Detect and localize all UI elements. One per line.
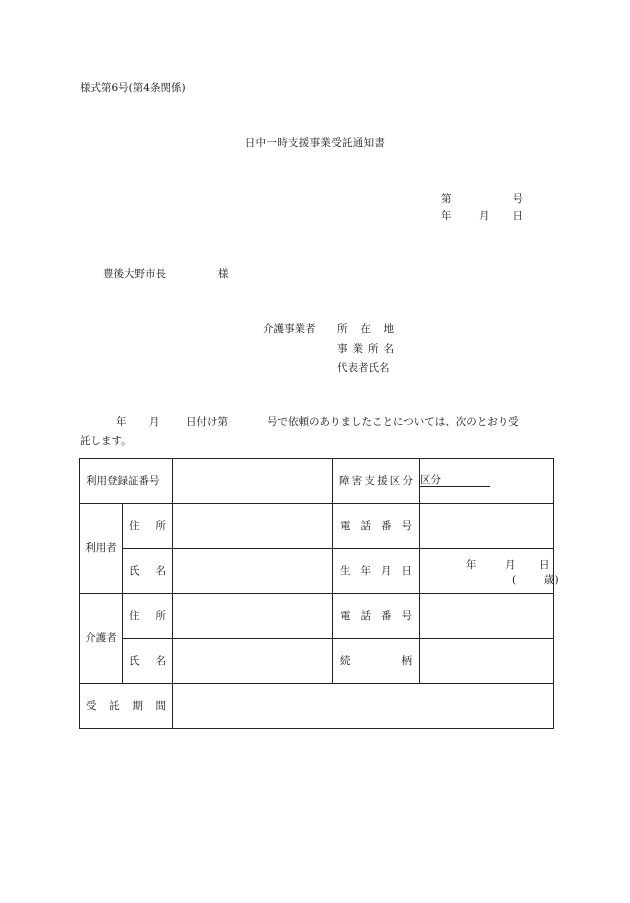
char: 障 <box>339 474 350 487</box>
body-month: 月 <box>149 416 160 428</box>
char: 住 <box>129 609 140 622</box>
birth-month: 月 <box>505 559 516 571</box>
char: 間 <box>155 699 166 712</box>
char: 電 <box>340 609 351 622</box>
caregiver-group-cell <box>80 594 123 684</box>
user-name-label <box>123 566 172 577</box>
user-group-cell <box>80 504 123 594</box>
char: 在 <box>360 323 371 335</box>
char: 氏 <box>129 654 140 667</box>
disability-label-cell <box>333 459 420 504</box>
char: 号 <box>401 519 412 532</box>
char: 年 <box>360 564 371 577</box>
provider-address-label <box>337 324 394 335</box>
user-name-label-cell <box>123 549 173 594</box>
user-name-value-cell[interactable] <box>173 549 333 594</box>
period-value-cell[interactable] <box>173 684 554 729</box>
age-label: 歳) <box>544 574 559 586</box>
char: 所 <box>155 609 166 622</box>
char: 期 <box>132 699 143 712</box>
document-title: 日中一時支援事業受託通知書 <box>244 137 386 149</box>
form-number: 様式第6号(第4条関係) <box>80 82 186 94</box>
date-year: 年 <box>441 210 452 222</box>
char: 名 <box>155 654 166 667</box>
body-date: 日付け第 <box>186 416 228 428</box>
user-birth-label <box>333 566 419 577</box>
period-label <box>80 701 172 712</box>
char: 名 <box>383 343 394 355</box>
char: 分 <box>402 474 413 487</box>
char: 住 <box>129 519 140 532</box>
caregiver-group-label: 介護者 <box>85 632 117 645</box>
char: 所 <box>155 519 166 532</box>
char: 月 <box>381 564 392 577</box>
birth-day: 日 <box>539 559 550 571</box>
caregiver-name-value-cell[interactable] <box>173 639 333 684</box>
document-number-prefix: 第 <box>441 193 452 205</box>
caregiver-name-label <box>123 656 172 667</box>
birth-year: 年 <box>466 559 477 571</box>
char: 所 <box>337 323 348 335</box>
caregiver-phone-label <box>333 611 419 622</box>
provider-rep-label: 代表者氏名 <box>337 362 390 374</box>
char: 電 <box>340 519 351 532</box>
disability-label <box>333 476 419 487</box>
age-open-paren: ( <box>512 574 517 586</box>
user-phone-value-cell[interactable] <box>420 504 554 549</box>
user-address-value-cell[interactable] <box>173 504 333 549</box>
table-row <box>80 549 554 594</box>
char: 番 <box>381 609 392 622</box>
caregiver-address-label <box>123 611 172 622</box>
char: 援 <box>377 474 388 487</box>
user-phone-label <box>333 521 419 532</box>
body-year: 年 <box>116 416 127 428</box>
date-day: 日 <box>512 210 523 222</box>
date-month: 月 <box>479 210 490 222</box>
provider-label: 介護事業者 <box>263 323 316 335</box>
char: 氏 <box>129 564 140 577</box>
caregiver-relation-value-cell[interactable] <box>420 639 554 684</box>
birthdate-field <box>420 549 559 593</box>
user-address-label <box>123 521 172 532</box>
table-row <box>80 594 554 639</box>
caregiver-phone-label-cell <box>333 594 420 639</box>
char: 事 <box>337 343 348 355</box>
user-address-label-cell <box>123 504 173 549</box>
table-row <box>80 459 554 504</box>
user-birth-value-cell[interactable] <box>420 549 559 594</box>
user-phone-label-cell <box>333 504 420 549</box>
char: 区 <box>389 474 401 487</box>
consignment-table <box>79 458 559 729</box>
caregiver-relation-label-cell <box>333 639 420 684</box>
body-text-line2: 託します。 <box>80 435 132 447</box>
char: 害 <box>351 474 363 487</box>
char: 柄 <box>401 654 412 667</box>
kubun-field[interactable]: 区分 <box>420 475 490 488</box>
char: 話 <box>360 609 371 622</box>
char: 生 <box>340 564 351 577</box>
reg-no-label: 利用登録証番号 <box>86 474 160 487</box>
reg-no-value-cell[interactable] <box>173 459 333 504</box>
caregiver-name-label-cell <box>123 639 173 684</box>
table-row <box>80 639 554 684</box>
char: 続 <box>340 654 351 667</box>
char: 号 <box>401 609 412 622</box>
char: 話 <box>360 519 371 532</box>
user-birth-label-cell <box>333 549 420 594</box>
char: 託 <box>109 699 120 712</box>
table-row <box>80 504 554 549</box>
caregiver-address-value-cell[interactable] <box>173 594 333 639</box>
document-number-suffix: 号 <box>512 193 523 205</box>
disability-value-cell[interactable] <box>420 459 554 504</box>
char: 地 <box>383 323 394 335</box>
char: 受 <box>86 699 97 712</box>
reg-no-label-cell <box>80 459 173 504</box>
provider-office-label <box>337 344 394 355</box>
addressee-honorific: 様 <box>218 268 229 280</box>
char: 支 <box>364 474 375 487</box>
body-rest: 号で依頼のありましたことについては、次のとおり受 <box>267 416 519 428</box>
caregiver-phone-value-cell[interactable] <box>420 594 554 639</box>
caregiver-address-label-cell <box>123 594 173 639</box>
period-label-cell <box>80 684 173 729</box>
char: 名 <box>155 564 166 577</box>
char: 番 <box>381 519 392 532</box>
user-group-label: 利用者 <box>85 542 117 555</box>
caregiver-relation-label <box>333 656 419 667</box>
table-row <box>80 684 554 729</box>
body-text-line1 <box>80 417 550 429</box>
addressee-name: 豊後大野市長 <box>103 268 166 280</box>
char: 所 <box>368 343 379 355</box>
char: 日 <box>401 564 412 577</box>
char: 業 <box>352 343 363 355</box>
